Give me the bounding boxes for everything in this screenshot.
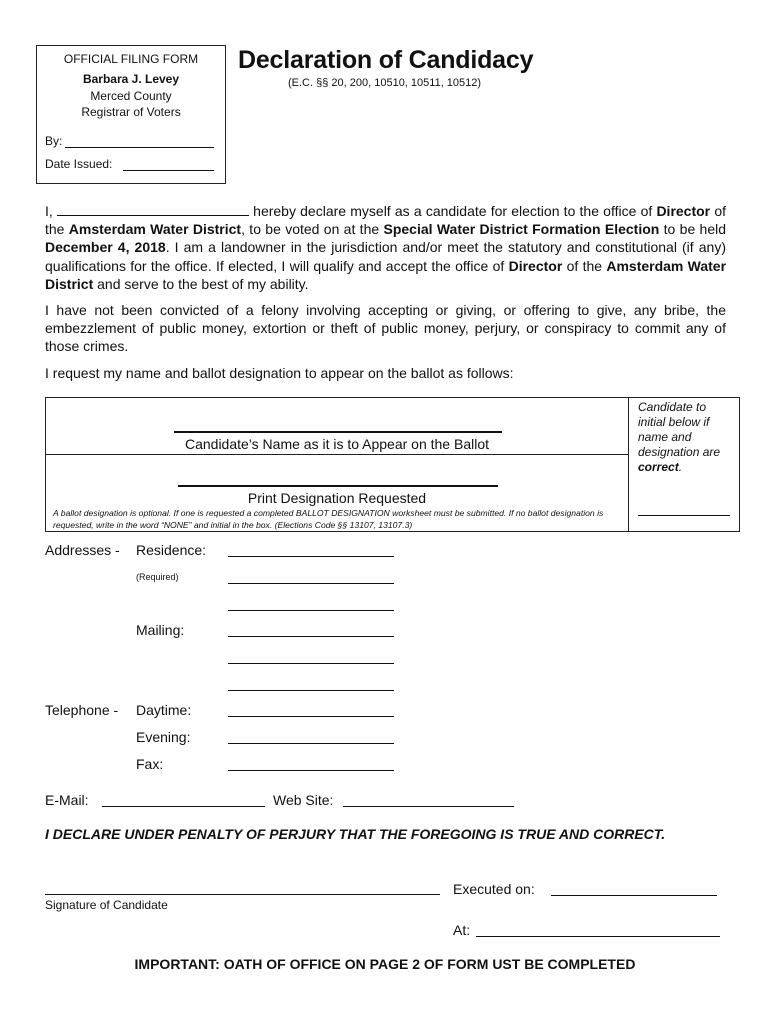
county-name: Merced County [90,89,172,103]
required-label: (Required) [136,572,179,582]
signature-field[interactable] [45,894,440,895]
residence-line-3[interactable] [228,610,394,611]
evening-label: Evening: [136,729,191,745]
fax-field[interactable] [228,770,394,771]
mailing-label: Mailing: [136,622,185,638]
residence-line-1[interactable] [228,556,394,557]
official-filing-box [36,45,226,184]
residence-line-2[interactable] [228,583,394,584]
location-field[interactable] [476,936,720,937]
mailing-line-3[interactable] [228,690,394,691]
evening-phone-field[interactable] [228,743,394,744]
daytime-label: Daytime: [136,702,192,718]
executed-on-field[interactable] [551,895,717,896]
footer-notice: IMPORTANT: OATH OF OFFICE ON PAGE 2 OF FORM UST BE COMPLETED [134,956,636,972]
perjury-statement: I DECLARE UNDER PENALTY OF PERJURY THAT THE FOREGOING IS TRUE AND CORRECT. [45,826,666,842]
filing-box-heading: OFFICIAL FILING FORM [63,52,199,66]
ballot-request-statement: I request my name and ballot designation to appear on the ballot as follows: [45,365,514,381]
date-issued-field[interactable] [123,170,214,171]
felony-statement: I have not been convicted of a felony involving accepting or giving, or offering to give, any bribe, the embezzlement of public money, extortion or theft of public money, perjury, or conspiracy to commit any of those crimes. [45,302,726,355]
signature-label: Signature of Candidate [45,898,168,912]
at-label: At: [453,922,471,938]
document-title: Declaration of Candidacy [238,46,534,74]
declaration-paragraph: I, hereby declare myself as a candidate for election to the office of Director of the Amsterdam Water District, to be voted on at the Special Water District Formation Election to be held December 4, 2018. I am a landowner in the jurisdiction and/or meet the statutory and constitutional (if any) qualifications for the office. If elected, I will qualify and accept the office of Director of the Amsterdam Water District and serve to the best of my ability. [45,203,727,292]
email-field[interactable] [102,806,265,807]
fax-label: Fax: [136,756,164,772]
initial-field[interactable] [638,515,730,516]
email-label: E-Mail: [45,792,89,808]
by-field[interactable] [65,147,214,148]
initial-instructions: Candidate to initial below if name and designation are correct. [638,400,721,474]
addresses-label: Addresses - [45,542,120,558]
mailing-line-2[interactable] [228,663,394,664]
mailing-line-1[interactable] [228,636,394,637]
registrar-office: Registrar of Voters [81,105,181,119]
ballot-name-label: Candidate’s Name as it is to Appear on the Ballot [184,436,490,452]
table-divider [46,454,628,455]
designation-field[interactable] [178,485,498,487]
designation-note: A ballot designation is optional. If one is requested a completed BALLOT DESIGNATION worksheet must be submitted. If no ballot designation is requested, write in the word “NONE” and initial in the box. (Elections Code §§ 13107, 13107.3) [53,508,604,530]
telephone-label: Telephone - [45,702,119,718]
executed-on-label: Executed on: [453,881,535,897]
date-issued-label: Date Issued: [45,157,113,171]
candidate-name-field[interactable] [57,203,249,216]
ballot-name-field[interactable] [174,431,502,433]
registrar-name: Barbara J. Levey [82,72,180,86]
by-label: By: [45,134,63,148]
daytime-phone-field[interactable] [228,716,394,717]
designation-label: Print Designation Requested [247,490,427,506]
table-divider [628,398,629,531]
document-subtitle: (E.C. §§ 20, 200, 10510, 10511, 10512) [288,77,482,89]
residence-label: Residence: [136,542,207,558]
website-label: Web Site: [273,792,334,808]
website-field[interactable] [343,806,514,807]
ballot-table [45,397,740,532]
